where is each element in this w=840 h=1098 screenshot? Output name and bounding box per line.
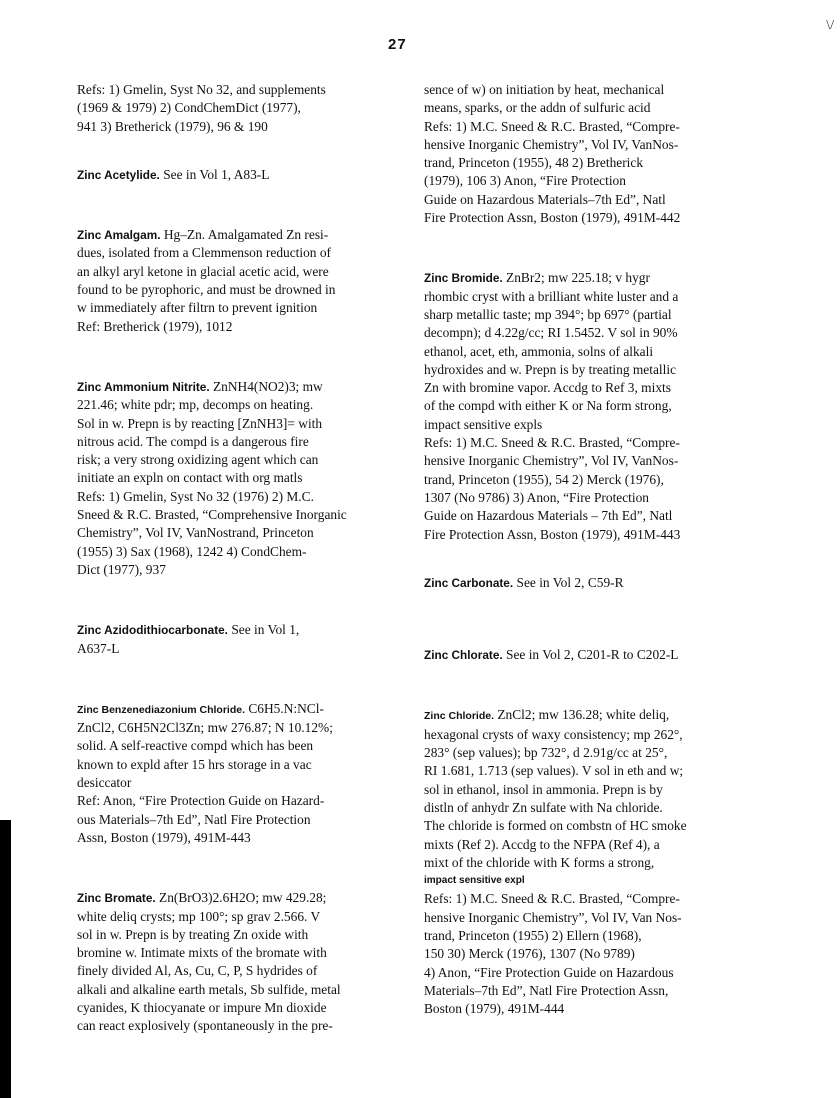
text-line: sence of w) on initiation by heat, mechanical xyxy=(424,82,665,97)
text-line: trand, Princeton (1955), 48 2) Bretherick xyxy=(424,155,644,171)
text-line: 941 3) Bretherick (1979), 96 & 190 xyxy=(77,118,268,134)
text-line: 4) Anon, “Fire Protection Guide on Hazardous xyxy=(424,964,674,980)
text-line: See in Vol 2, C201-R to C202-L xyxy=(506,647,679,663)
entry-heading: Zinc Amalgam. xyxy=(77,228,161,243)
text-line: Materials–7th Ed”, Natl Fire Protection Assn, xyxy=(424,982,669,998)
text-line: trand, Princeton (1955), 54 2) Merck (1976), xyxy=(424,471,664,487)
right-column xyxy=(424,81,724,1018)
text-line: hensive Inorganic Chemistry”, Vol IV, VanNos- xyxy=(424,453,679,469)
text-line: Refs: 1) M.C. Sneed & R.C. Brasted, “Compre- xyxy=(424,118,680,134)
text-line: hensive Inorganic Chemistry”, Vol IV, VanNos- xyxy=(424,136,679,152)
text-line: solid. A self-reactive compd which has been xyxy=(77,738,314,754)
text-line: white deliq crysts; mp 100°; sp grav 2.566. V xyxy=(77,908,321,924)
text-line: ZnCl2, C6H5N2Cl3Zn; mw 276.87; N 10.12%; xyxy=(77,720,333,736)
text-line: Fire Protection Assn, Boston (1979), 491M-442 xyxy=(424,210,681,226)
entry-heading: Zinc Ammonium Nitrite. xyxy=(77,379,210,394)
text-line: Zn with bromine vapor. Accdg to Ref 3, mixts xyxy=(424,380,671,396)
entry-zinc-ammonium-nitrite xyxy=(77,378,377,579)
text-line: bromine w. Intimate mixts of the bromate with xyxy=(77,945,327,961)
text-line: w immediately after filtrn to prevent ignition xyxy=(77,300,318,316)
text-line: (1969 & 1979) 2) CondChemDict (1977), xyxy=(77,100,301,116)
entry-zinc-benzenediazonium-chloride xyxy=(77,700,377,847)
text-line: Refs: 1) Gmelin, Syst No 32, and supplements xyxy=(77,82,326,97)
text-line: an alkyl aryl ketone in glacial acetic acid, were xyxy=(77,263,329,279)
text-line: See in Vol 2, C59-R xyxy=(516,574,624,590)
text-line: Sneed & R.C. Brasted, “Comprehensive Inorganic xyxy=(77,507,347,523)
text-line: distln of anhydr Zn sulfate with Na chloride. xyxy=(424,799,663,815)
text-line: 1307 (No 9786) 3) Anon, “Fire Protection xyxy=(424,489,650,505)
text-line: dues, isolated from a Clemmenson reduction of xyxy=(77,245,331,261)
text-line: decompn); d 4.22g/cc; RI 1.5452. V sol in 90% xyxy=(424,325,678,341)
entry-zinc-chlorate xyxy=(424,646,724,664)
text-line: initiate an expln on contact with org matls xyxy=(77,470,303,486)
text-line: Ref: Bretherick (1979), 1012 xyxy=(77,318,233,334)
text-line: RI 1.681, 1.713 (sep values). V sol in eth and w; xyxy=(424,763,684,779)
text-line: Sol in w. Prepn is by reacting [ZnNH3]= with xyxy=(77,415,323,431)
text-line: mixts (Ref 2). Accdg to the NFPA (Ref 4), a xyxy=(424,836,660,852)
entry-heading: Zinc Bromide. xyxy=(424,271,503,286)
text-line: finely divided Al, As, Cu, C, P, S hydrides of xyxy=(77,963,318,979)
entry-zinc-azidodithiocarbonate xyxy=(77,621,377,658)
text-line: means, sparks, or the addn of sulfuric acid xyxy=(424,100,651,116)
scan-edge-bar xyxy=(0,820,11,1098)
text-line: (1979), 106 3) Anon, “Fire Protection xyxy=(424,173,626,189)
text-line: Refs: 1) Gmelin, Syst No 32 (1976) 2) M.C. xyxy=(77,488,314,504)
text-line: of the compd with either K or Na form strong, xyxy=(424,398,672,414)
entry-heading: Zinc Carbonate. xyxy=(424,575,514,590)
entry-zinc-carbonate xyxy=(424,574,724,592)
text-line: See in Vol 1, xyxy=(231,622,300,638)
text-line: Ref: Anon, “Fire Protection Guide on Hazard- xyxy=(77,793,325,809)
text-line: mixt of the chloride with K forms a strong, xyxy=(424,854,655,870)
text-line: 283° (sep values); bp 732°, d 2.91g/cc at 25°, xyxy=(424,745,668,761)
entry-heading: Zinc Chlorate. xyxy=(424,648,503,663)
text-line: sharp metallic taste; mp 394°; bp 697° (partial xyxy=(424,306,672,322)
refs-block xyxy=(77,81,377,136)
text-line: Refs: 1) M.C. Sneed & R.C. Brasted, “Compre- xyxy=(424,891,680,907)
text-line: Guide on Hazardous Materials – 7th Ed”, Natl xyxy=(424,508,673,524)
text-line: Assn, Boston (1979), 491M-443 xyxy=(77,829,251,845)
text-line: ZnNH4(NO2)3; mw xyxy=(212,378,323,394)
entry-zinc-amalgam xyxy=(77,226,377,336)
text-line: (1955) 3) Sax (1968), 1242 4) CondChem- xyxy=(77,543,307,559)
text-line: sol in w. Prepn is by treating Zn oxide with xyxy=(77,926,309,942)
text-line: Guide on Hazardous Materials–7th Ed”, Natl xyxy=(424,191,666,207)
entry-heading: Zinc Chloride. xyxy=(424,710,495,723)
text-line: can react explosively (spontaneously in the pre- xyxy=(77,1018,333,1034)
text-line: impact sensitive expl xyxy=(424,875,525,887)
text-line: Hg–Zn. Amalgamated Zn resi- xyxy=(163,227,329,243)
text-line: hensive Inorganic Chemistry”, Vol IV, Van Nos- xyxy=(424,909,682,925)
text-line: ous Materials–7th Ed”, Natl Fire Protection xyxy=(77,811,311,827)
text-line: trand, Princeton (1955) 2) Ellern (1968), xyxy=(424,927,642,943)
text-line: Boston (1979), 491M-444 xyxy=(424,1001,565,1017)
text-line: ZnCl2; mw 136.28; white deliq, xyxy=(497,707,670,723)
text-line: impact sensitive expls xyxy=(424,416,543,432)
text-line: C6H5.N:NCl- xyxy=(248,700,324,716)
text-line: known to expld after 15 hrs storage in a vac xyxy=(77,756,312,772)
entry-zinc-bromate xyxy=(77,889,377,1035)
text-line: rhombic cryst with a brilliant white luster and a xyxy=(424,288,679,304)
text-line: ethanol, acet, eth, ammonia, solns of alkali xyxy=(424,343,654,359)
text-line: Dict (1977), 937 xyxy=(77,561,166,577)
page-number: 27 xyxy=(388,36,407,53)
entry-heading: Zinc Acetylide. xyxy=(77,167,160,182)
entry-heading: Zinc Benzenediazonium Chloride. xyxy=(77,703,246,716)
text-line: The chloride is formed on combstn of HC smoke xyxy=(424,818,687,834)
text-line: sol in ethanol, insol in ammonia. Prepn is by xyxy=(424,781,663,797)
text-line: 150 30) Merck (1976), 1307 (No 9789) xyxy=(424,946,635,962)
text-line: Fire Protection Assn, Boston (1979), 491M-443 xyxy=(424,526,681,542)
entry-heading: Zinc Azidodithiocarbonate. xyxy=(77,623,228,638)
text-line: A637-L xyxy=(77,640,120,656)
text-line: Refs: 1) M.C. Sneed & R.C. Brasted, “Compre- xyxy=(424,435,680,451)
entry-zinc-acetylide xyxy=(77,166,377,184)
text-line: alkali and alkaline earth metals, Sb sulfide, metal xyxy=(77,981,341,997)
text-line: cyanides, K thiocyanate or impure Mn dioxide xyxy=(77,999,327,1015)
corner-mark: \/ xyxy=(826,18,834,33)
text-line: desiccator xyxy=(77,775,132,791)
text-line: hydroxides and w. Prepn is by treating metallic xyxy=(424,361,677,377)
text-line: found to be pyrophoric, and must be drowned in xyxy=(77,282,336,298)
text-line: Zn(BrO3)2.6H2O; mw 429.28; xyxy=(159,890,327,906)
text-line: Chemistry”, Vol IV, VanNostrand, Princeton xyxy=(77,525,314,541)
left-column xyxy=(77,81,377,1036)
text-line: hexagonal crysts of waxy consistency; mp 262°, xyxy=(424,726,683,742)
entry-heading: Zinc Bromate. xyxy=(77,891,156,906)
text-line: ZnBr2; mw 225.18; v hygr xyxy=(506,270,650,286)
text-line: risk; a very strong oxidizing agent which can xyxy=(77,452,319,468)
entry-zinc-chloride xyxy=(424,706,724,1018)
entry-zinc-bromide xyxy=(424,269,724,543)
text-line: nitrous acid. The compd is a dangerous fire xyxy=(77,433,309,449)
entry-zinc-bromate-continued xyxy=(424,81,724,227)
text-line: 221.46; white pdr; mp, decomps on heating. xyxy=(77,397,314,413)
text-line: See in Vol 1, A83-L xyxy=(163,166,270,182)
